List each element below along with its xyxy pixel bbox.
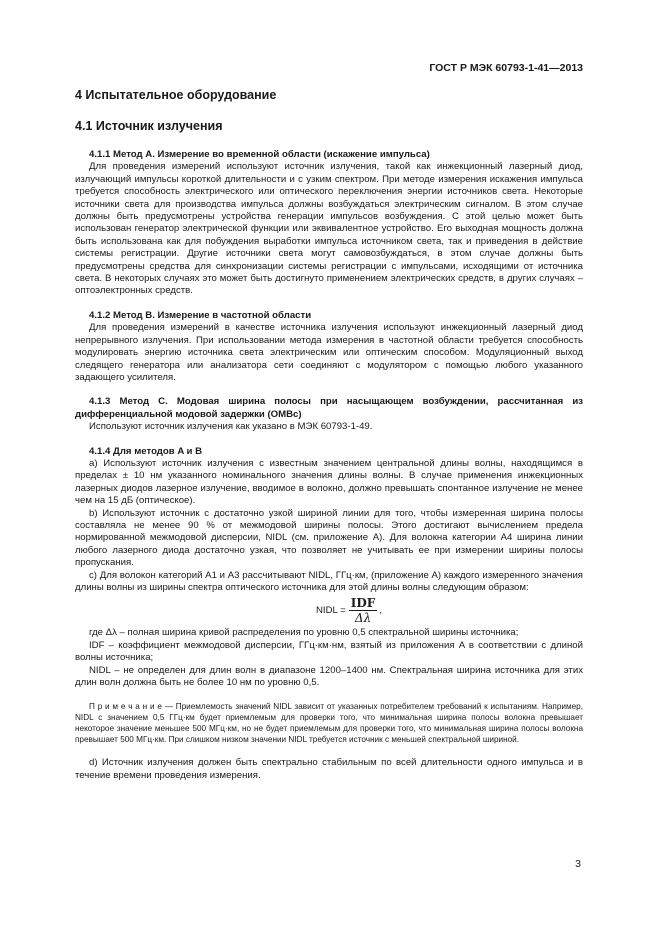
item-d: d) Источник излучения должен быть спектрально стабильным по всей длительности одного импульса и в течение времени проведения измерения. <box>75 757 583 781</box>
where-idf: IDF – коэффициент межмодовой дисперсии, ГГц·км·нм, взятый из приложения A в соответствии с длиной волны источника; <box>75 639 583 664</box>
clause-4-1-1-text: Для проведения измерений используют источник излучения, такой как инжекционный лазерный диод, излучающий импульсы короткой длительности и с узким спектром. При методе измерения искажения импульса требуется способность электрического или оптического переключения энергии источников света. Некоторые источники света для производства импульса должны возбуждаться электрическим сигналом. В этом случае должны быть предусмотрены устройства генерации импульсов возбуждения. С этой целью может быть использован генератор электрической функции или эквивалентное устройство. Его выходная мощность должна быть использована как для побуждения выработки импульса источником света, так и приведения в действие системы регистрации. Другие источники света могут самовозбуждаться, в этом случае должны быть предусмотрены средства для синхронизации системы регистрации с импульсами, исходящими от источника света. В некоторых случаях это может быть достигнуто применением электрических средств, в других случаях – оптоэлектронных средств. <box>75 161 583 297</box>
where-delta-lambda: где Δλ – полная ширина кривой распределения по уровню 0,5 спектральной ширины источника; <box>89 627 519 639</box>
page-number: 3 <box>575 858 581 870</box>
formula-fraction <box>349 596 378 625</box>
item-a: a) Используют источник излучения с известным значением центральной длины волны, находящимся в пределах ± 10 нм указанного номинального значения длины волны. В случае применения инжекционных лазерных диодов лазерное излучение, вводимое в волокно, должно превышать спонтанное излучение не менее чем на 15 дБ (оптическое). <box>75 457 583 507</box>
item-b: b) Используют источник с достаточно узкой шириной линии для того, чтобы измеренная ширина полосы составляла не менее 90 % от межмодовой ширины полосы. Этого достигают вычислением предела нормированной межмодовой дисперсии, NIDL (см. приложение A). Для волокна категории A4 ширина линии любого лазерного диода достаточно узкая, что позволяет не учитывать ее при измерении ширины полосы пропускания. <box>75 507 583 569</box>
formula-denominator: Δλ <box>354 611 372 626</box>
note <box>75 701 583 745</box>
document-header: ГОСТ Р МЭК 60793-1-41—2013 <box>429 62 583 74</box>
section-title: 4 Испытательное оборудование <box>75 88 277 102</box>
item-c: c) Для волокон категорий A1 и A3 рассчитывают NIDL, ГГц·км, (приложение A) каждого измеренного значения длины волны из ширины спектра оптического источника для этой длины волны следующим образом: <box>75 569 583 593</box>
formula-lhs: NIDL = <box>316 605 346 617</box>
clause-4-1-3-title: 4.1.3 Метод C. Модовая ширина полосы при насыщающем возбуждении, рассчитанная из дифференциальной модовой задержки (OMBc) <box>75 396 583 420</box>
nidl-formula <box>115 596 583 625</box>
formula-tail: , <box>379 605 382 617</box>
clause-4-1-2-title: 4.1.2 Метод B. Измерение в частотной области <box>89 309 312 321</box>
formula-numerator: IDF <box>350 596 376 611</box>
note-text: — Приемлемость значений NIDL зависит от указанных потребителем требований к испытаниям. Например, NIDL с значением 0,5 ГГц·км будет приемлемым для проверки того, что минимальная ширина полосы волокна превышает некоторое значение меньшее 500 МГц·км, но не будет приемлемым для проверки того, что минимальная ширина полосы волокна превышает 500 МГц·км. При слишком низком значении NIDL требуется источник с меньшей спектральной шириной. <box>75 702 583 745</box>
clause-4-1-3-text: Используют источник излучения как указано в МЭК 60793-1-49. <box>89 421 373 433</box>
page-content <box>75 88 583 782</box>
where-nidl: NIDL – не определен для длин волн в диапазоне 1200–1400 нм. Спектральная ширина источника для этих длин волн должна быть не более 10 нм по уровню 0,5. <box>75 664 583 689</box>
subsection-title: 4.1 Источник излучения <box>75 119 223 133</box>
note-label: П р и м е ч а н и е <box>89 702 162 712</box>
clause-4-1-1-title: 4.1.1 Метод A. Измерение во временной области (искажение импульса) <box>89 149 430 160</box>
clause-4-1-2-text: Для проведения измерений в качестве источника излучения используют инжекционный лазерный диод непрерывного излучения. При использовании метода измерения в частотной области требуется способность модулировать энергию источника света электрическим или оптическим способом. Модуляционный выход следящего генератора или анализатора сети соединяют с модулятором с помощью любого указанного задающего усилителя. <box>75 322 583 383</box>
clause-4-1-4-title: 4.1.4 Для методов A и B <box>89 445 203 457</box>
